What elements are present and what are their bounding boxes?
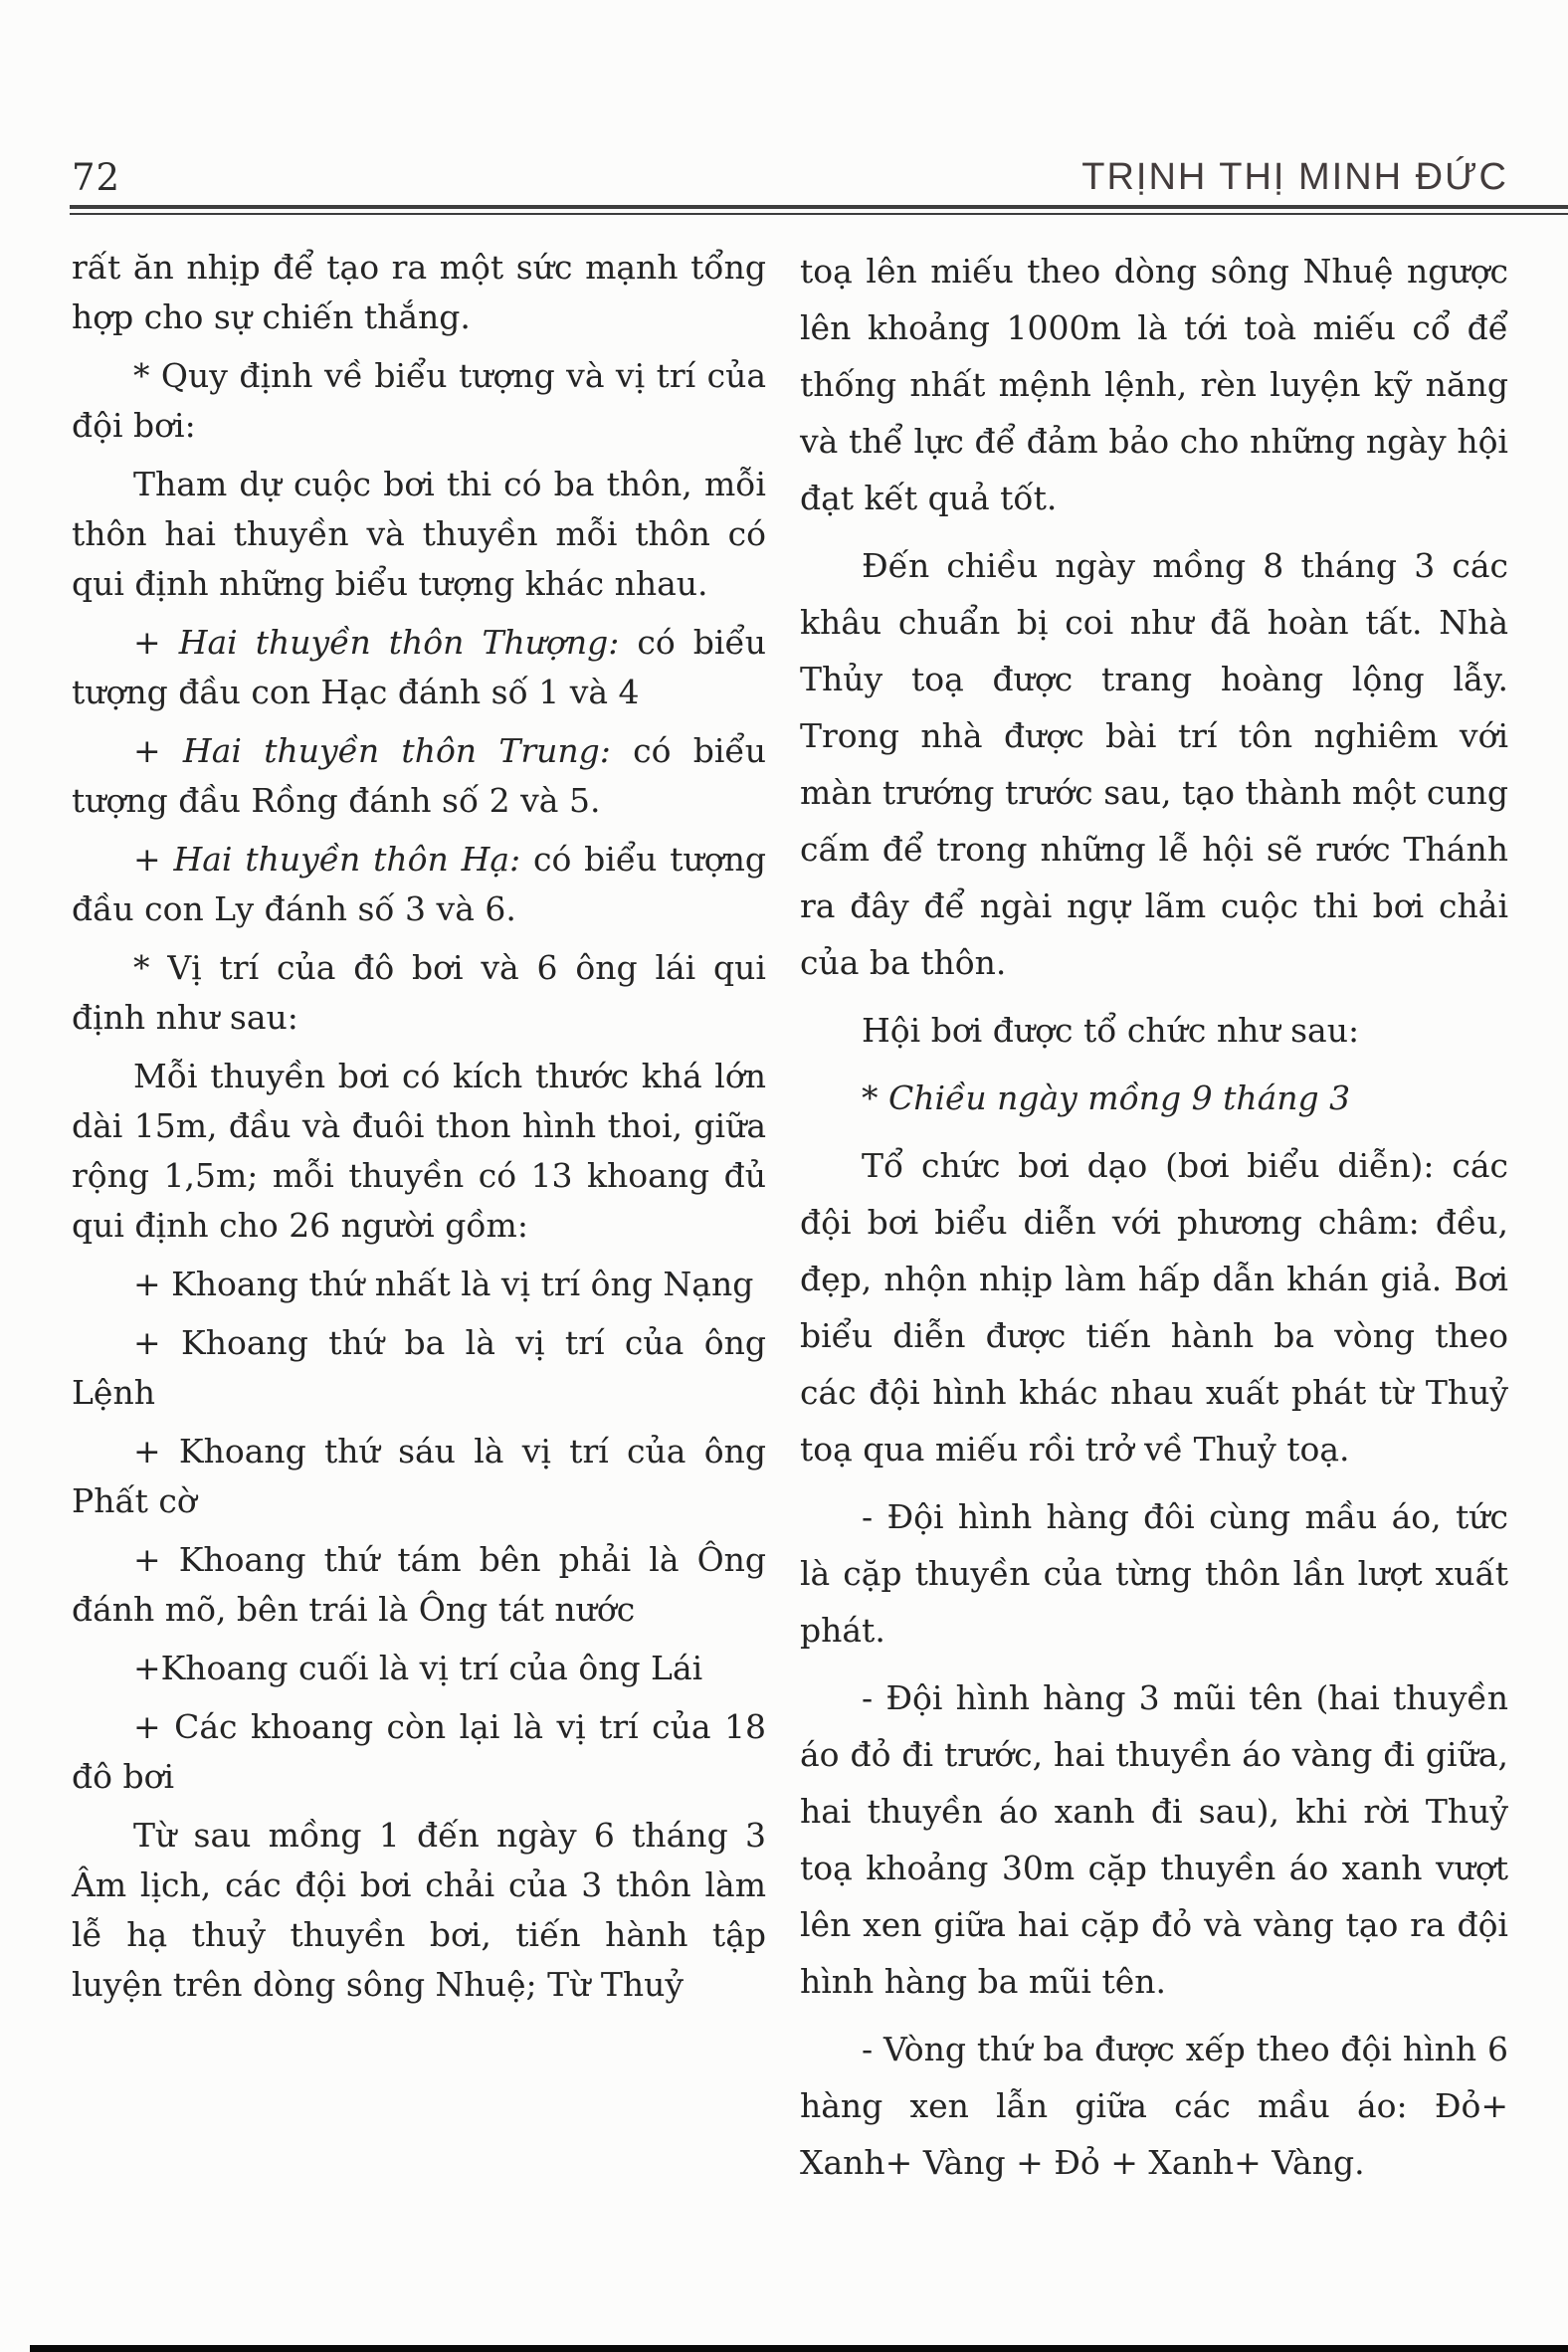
italic-text: Hai thuyền thôn Thượng: [178,623,620,662]
text: + [133,623,179,662]
italic-text: Hai thuyền thôn Trung: [182,731,611,770]
paragraph [800,1070,1508,1126]
content [72,243,1510,2202]
text: Hội bơi được tổ chức như sau: [862,1011,1360,1050]
text: + Khoang thứ nhất là vị trí ông Nạng [133,1265,754,1303]
text: có biểu tượng đầu con Ly đánh số 3 và 6. [72,840,766,928]
paragraph [800,537,1508,991]
italic-text: Hai thuyền thôn Hạ: [173,840,521,879]
text: có biểu tượng đầu Rồng đánh số 2 và 5. [72,731,766,820]
text: toạ lên miếu theo dòng sông Nhuệ ngược lên khoảng 1000m là tới toà miếu cổ để thống nhất mệnh lệnh, rèn luyện kỹ năng và thể lực để đảm bảo cho những ngày hội đạt kết quả tốt. [800,252,1508,517]
text: +Khoang cuối là vị trí của ông Lái [133,1649,703,1687]
paragraph [72,618,766,717]
paragraph [72,943,766,1043]
text: Tổ chức bơi dạo (bơi biểu diễn): các đội bơi biểu diễn với phương châm: đều, đẹp, nhộn nhịp làm hấp dẫn khán giả. Bơi biểu diễn được tiến hành ba vòng theo các đội hình khác nhau xuất phát từ Thuỷ toạ qua miếu rồi trở về Thuỷ toạ. [800,1146,1508,1469]
paragraph [72,1535,766,1635]
paragraph [72,1318,766,1418]
text: rất ăn nhịp để tạo ra một sức mạnh tổng hợp cho sự chiến thắng. [72,248,766,336]
text: - Vòng thứ ba được xếp theo đội hình 6 hàng xen lẫn giữa các mầu áo: Đỏ+ Xanh+ Vàng + Đỏ + Xanh+ Vàng. [800,2030,1508,2182]
paragraph [72,1644,766,1693]
paragraph [72,351,766,451]
paragraph [800,243,1508,526]
running-title: TRỊNH THỊ MINH ĐỨC [1081,156,1508,198]
text: - Đội hình hàng đôi cùng mầu áo, tức là cặp thuyền của từng thôn lần lượt xuất phát. [800,1497,1508,1650]
text: + Khoang thứ tám bên phải là Ông đánh mõ, bên trái là Ông tát nước [72,1540,766,1629]
page-header [72,147,1508,199]
paragraph [72,1260,766,1309]
paragraph [72,243,766,342]
paragraph [72,835,766,934]
paragraph [800,1002,1508,1059]
text: Tham dự cuộc bơi thi có ba thôn, mỗi thôn hai thuyền và thuyền mỗi thôn có qui định những biểu tượng khác nhau. [72,465,766,603]
paragraph [72,1811,766,2010]
text: + Khoang thứ sáu là vị trí của ông Phất cờ [72,1432,766,1520]
paragraph [72,1052,766,1251]
italic-text: * Chiều ngày mồng 9 tháng 3 [862,1078,1351,1117]
text: Đến chiều ngày mồng 8 tháng 3 các khâu chuẩn bị coi như đã hoàn tất. Nhà Thủy toạ được trang hoàng lộng lẫy. Trong nhà được bài trí tôn nghiêm với màn trướng trước sau, tạo thành một cung cấm để trong những lễ hội sẽ rước Thánh ra đây để ngài ngự lãm cuộc thi bơi chải của ba thôn. [800,546,1508,982]
bottom-scan-bar [30,2345,1568,2352]
text: * Quy định về biểu tượng và vị trí của đội bơi: [72,356,766,445]
paragraph [72,1702,766,1802]
paragraph [72,726,766,826]
text: * Vị trí của đô bơi và 6 ông lái qui định như sau: [72,948,766,1037]
paragraph [800,1137,1508,1477]
header-rule [70,205,1568,215]
paragraph [72,460,766,609]
paragraph [800,2021,1508,2191]
text: có biểu tượng đầu con Hạc đánh số 1 và 4 [72,623,766,711]
paragraph [72,1427,766,1526]
text: Từ sau mồng 1 đến ngày 6 tháng 3 Âm lịch, các đội bơi chải của 3 thôn làm lễ hạ thuỷ thuyền bơi, tiến hành tập luyện trên dòng sông Nhuệ; Từ Thuỷ [72,1816,766,2004]
paragraph [800,1488,1508,1659]
text: - Đội hình hàng 3 mũi tên (hai thuyền áo đỏ đi trước, hai thuyền áo vàng đi giữa, hai thuyền áo xanh đi sau), khi rời Thuỷ toạ khoảng 30m cặp thuyền áo xanh vượt lên xen giữa hai cặp đỏ và vàng tạo ra đội hình hàng ba mũi tên. [800,1678,1508,2001]
text: + [133,731,183,770]
text: Mỗi thuyền bơi có kích thước khá lớn dài 15m, đầu và đuôi thon hình thoi, giữa rộng 1,5m; mỗi thuyền có 13 khoang đủ qui định cho 26 người gồm: [72,1057,766,1245]
left-column [72,243,766,2202]
paragraph [800,1669,1508,2010]
right-column [800,243,1508,2202]
page-number: 72 [72,156,121,199]
text: + Các khoang còn lại là vị trí của 18 đô bơi [72,1707,766,1796]
text: + [133,840,174,879]
text: + Khoang thứ ba là vị trí của ông Lệnh [72,1323,766,1412]
